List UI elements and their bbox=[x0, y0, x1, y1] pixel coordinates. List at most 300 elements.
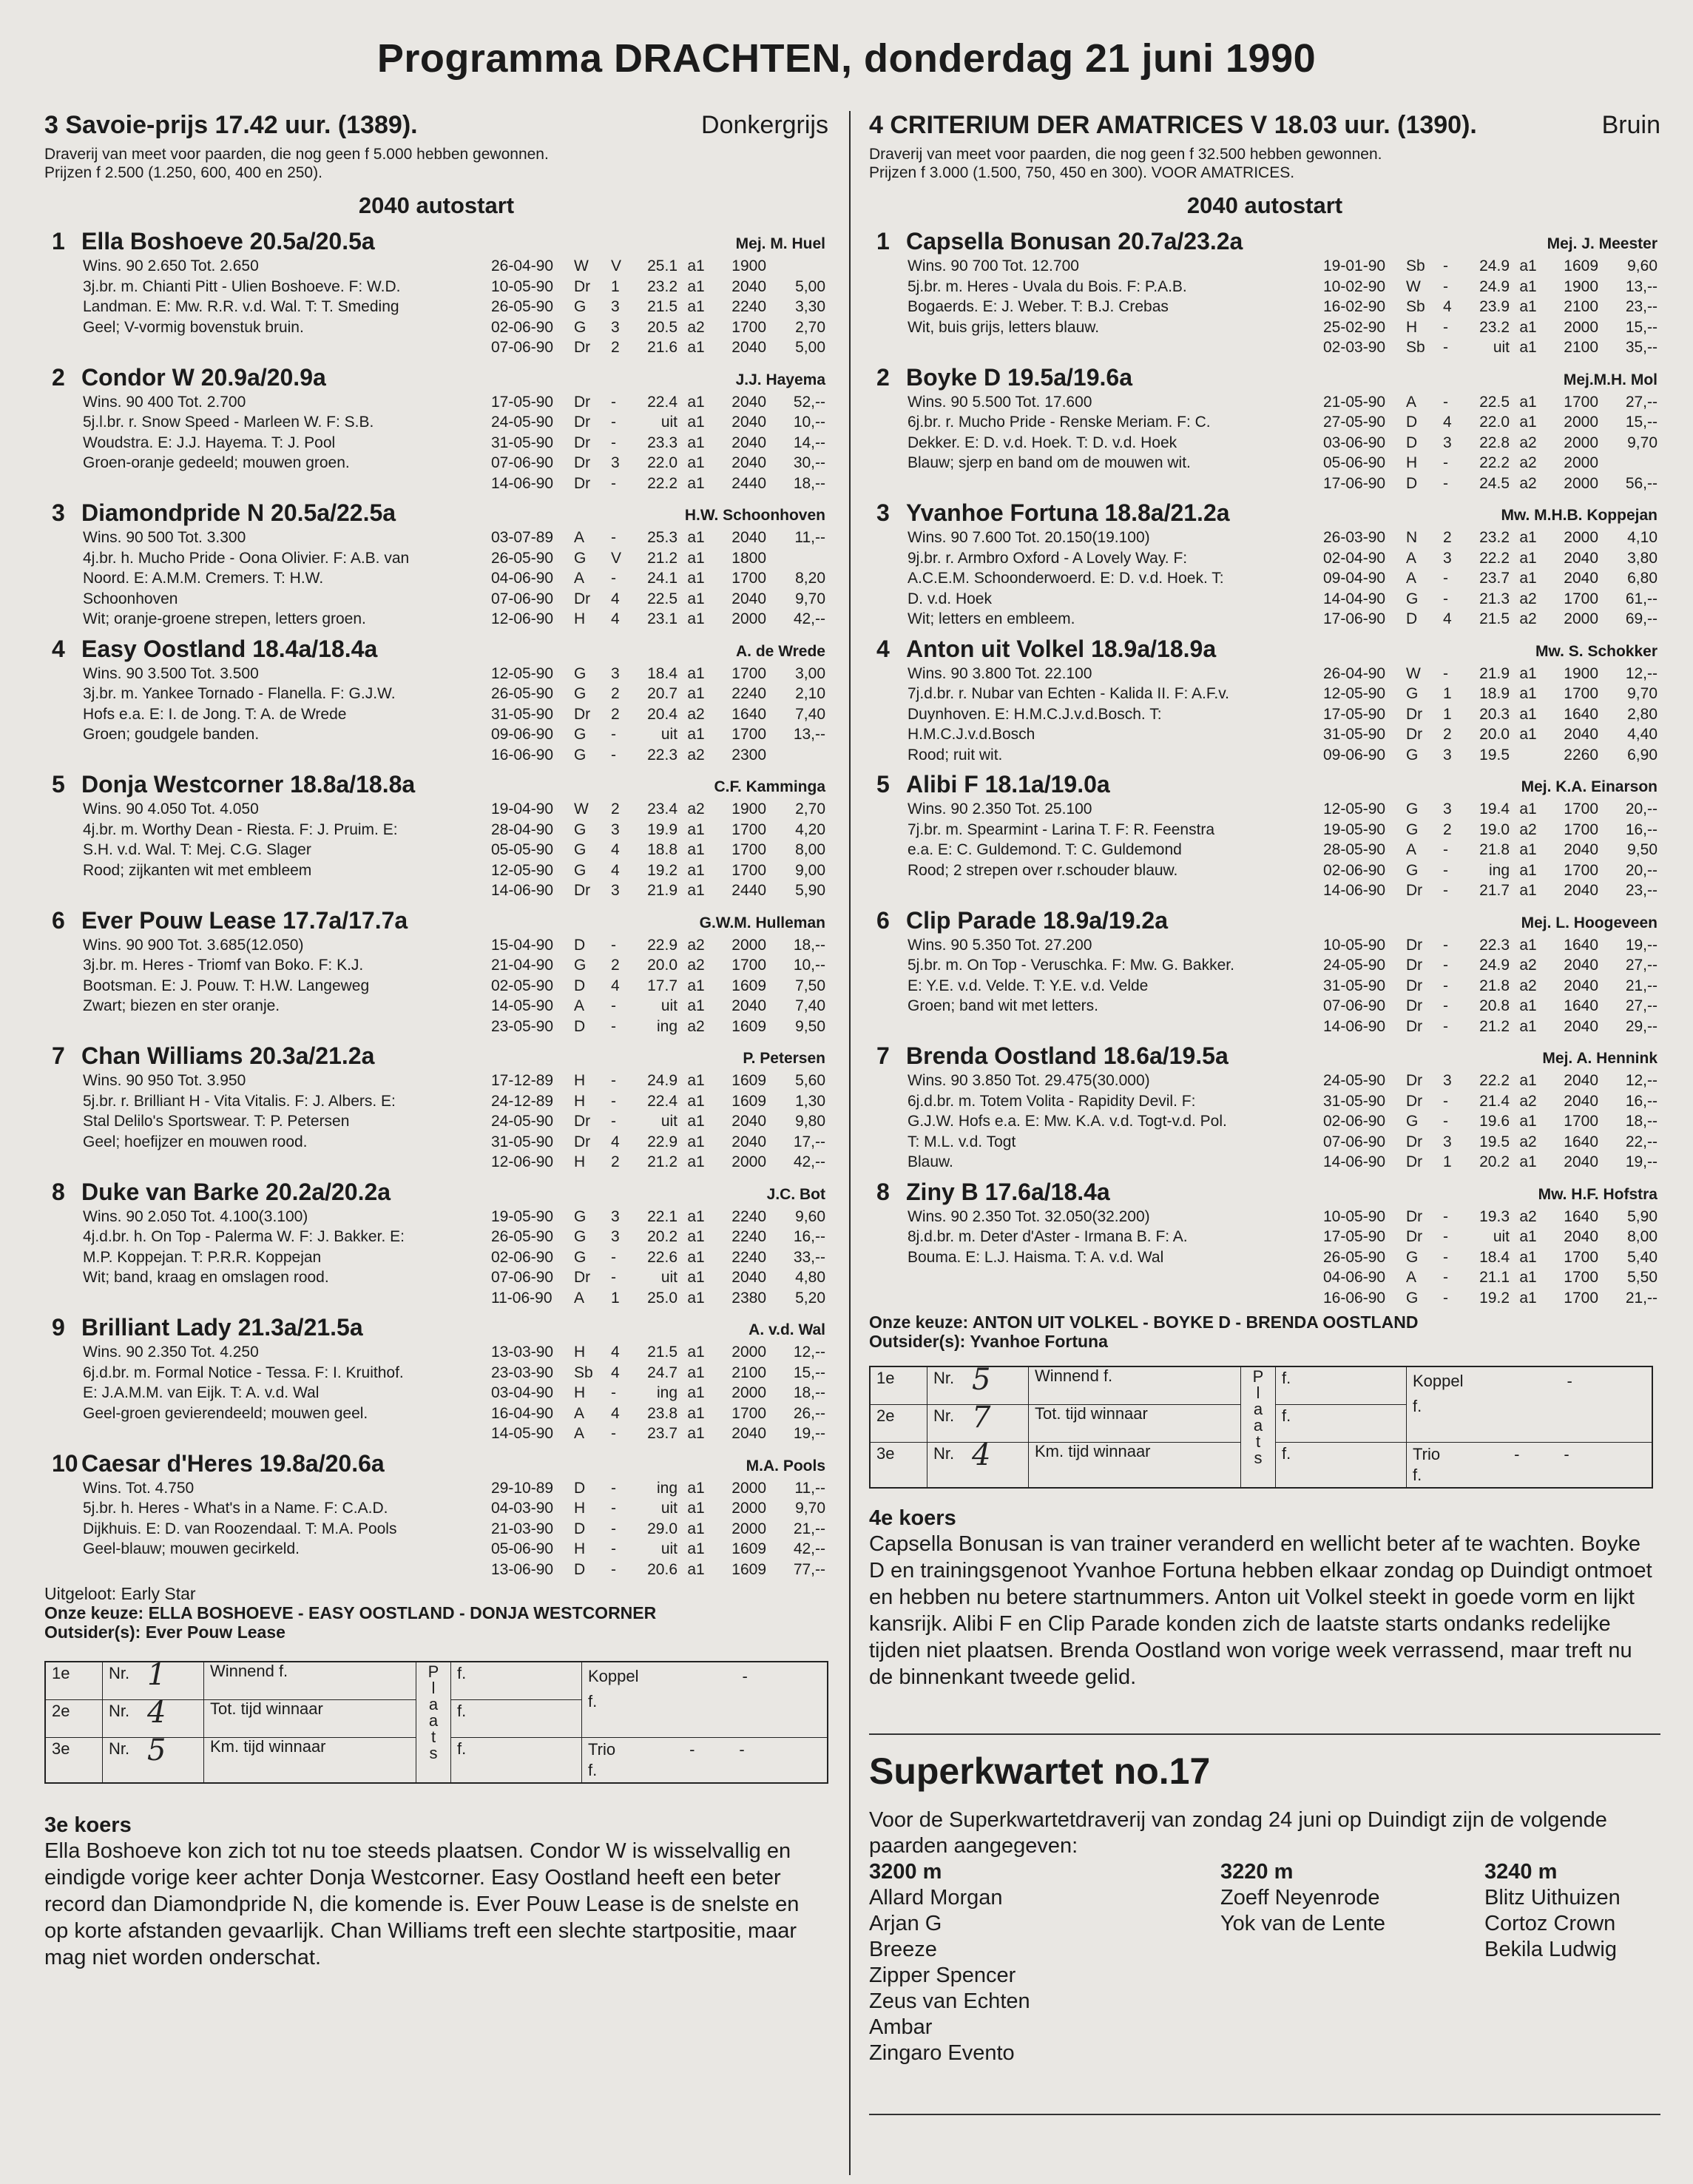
result-position: - bbox=[1443, 841, 1448, 858]
result-time: 23.7 bbox=[1479, 570, 1510, 587]
horse-info-line: Wins. 90 500 Tot. 3.300 bbox=[83, 529, 246, 546]
result-date: 17-05-90 bbox=[1323, 705, 1386, 723]
result-class: a1 bbox=[687, 1248, 705, 1266]
result-position: - bbox=[1443, 957, 1448, 974]
result-class: a1 bbox=[1519, 882, 1537, 899]
result-track: H bbox=[1406, 318, 1418, 336]
result-odds: 18,-- bbox=[793, 936, 825, 954]
result-date: 26-05-90 bbox=[491, 298, 554, 315]
result-time: 21.1 bbox=[1479, 1269, 1510, 1286]
result-distance: 1700 bbox=[1564, 393, 1598, 411]
result-date: 14-06-90 bbox=[1323, 1153, 1386, 1170]
horse-name: Brenda Oostland 18.6a/19.5a bbox=[906, 1042, 1229, 1069]
result-class: a1 bbox=[687, 1092, 705, 1110]
handwritten-number: 4 bbox=[972, 1438, 991, 1472]
result-date: 31-05-90 bbox=[491, 1133, 554, 1150]
result-class: a1 bbox=[687, 977, 705, 994]
result-class: a1 bbox=[1519, 529, 1537, 546]
result-class: a2 bbox=[1519, 590, 1537, 607]
result-class: a2 bbox=[687, 936, 705, 954]
result-row bbox=[1323, 745, 1657, 766]
result-time: 22.2 bbox=[1479, 454, 1510, 471]
result-class: a2 bbox=[687, 801, 705, 818]
result-class: a1 bbox=[687, 1479, 705, 1497]
horse-info-line: Dekker. E: D. v.d. Hoek. T: D. v.d. Hoek bbox=[908, 434, 1177, 451]
result-track: Dr bbox=[1406, 977, 1423, 994]
result-class: a1 bbox=[687, 726, 705, 743]
koppel-dash: - bbox=[742, 1667, 748, 1685]
result-date: 07-06-90 bbox=[1323, 997, 1386, 1014]
plaats-label bbox=[416, 1662, 451, 1783]
plaats-letter: a bbox=[1253, 1416, 1263, 1435]
result-track: G bbox=[1406, 746, 1419, 764]
result-date: 14-06-90 bbox=[1323, 1017, 1386, 1035]
result-track: G bbox=[1406, 685, 1419, 702]
horse-info-line: Wins. 90 3.800 Tot. 22.100 bbox=[908, 664, 1092, 682]
result-date: 14-04-90 bbox=[1323, 590, 1386, 607]
result-date: 10-05-90 bbox=[1323, 1207, 1386, 1225]
result-track: Dr bbox=[1406, 936, 1423, 954]
horse-info-line: 9j.br. r. Armbro Oxford - A Lovely Way. F: bbox=[908, 549, 1188, 567]
result-row bbox=[491, 412, 825, 433]
result-distance: 1700 bbox=[1564, 801, 1598, 818]
horse-entry bbox=[869, 1177, 1660, 1309]
result-position: 3 bbox=[1443, 1072, 1452, 1089]
result-date: 17-06-90 bbox=[1323, 610, 1386, 627]
result-date: 12-05-90 bbox=[1323, 685, 1386, 702]
result-date: 11-06-90 bbox=[491, 1289, 552, 1307]
result-odds: 3,00 bbox=[795, 664, 825, 682]
result-distance: 2000 bbox=[731, 610, 766, 627]
handwritten-number: 5 bbox=[972, 1363, 991, 1397]
result-row bbox=[1323, 277, 1657, 297]
result-row bbox=[491, 1560, 825, 1580]
result-row bbox=[491, 1132, 825, 1153]
result-date: 27-05-90 bbox=[1323, 414, 1386, 431]
result-time: 21.7 bbox=[1479, 882, 1510, 899]
superkwartet-group bbox=[1484, 1859, 1621, 1963]
result-date: 24-05-90 bbox=[1323, 957, 1386, 974]
result-row bbox=[491, 1403, 825, 1424]
result-time: ing bbox=[656, 1479, 677, 1497]
result-class bbox=[1510, 745, 1547, 766]
result-position: - bbox=[611, 1017, 616, 1035]
result-row bbox=[491, 433, 825, 454]
result-time: uit bbox=[660, 1269, 677, 1286]
result-time: 21.5 bbox=[647, 298, 677, 315]
horse-info-line: E: Y.E. v.d. Velde. T: Y.E. v.d. Velde bbox=[908, 977, 1149, 994]
recent-results bbox=[1323, 392, 1657, 494]
result-class: a1 bbox=[687, 529, 705, 546]
result-distance: 2440 bbox=[731, 474, 766, 492]
result-time: 21.3 bbox=[1479, 590, 1510, 607]
result-date: 02-06-90 bbox=[1323, 1113, 1386, 1130]
horse-name: Ever Pouw Lease 17.7a/17.7a bbox=[81, 906, 408, 934]
result-date: 31-05-90 bbox=[491, 434, 554, 451]
result-class: a1 bbox=[1519, 1228, 1537, 1245]
result-row bbox=[1323, 568, 1657, 589]
horse-info-line: Blauw. bbox=[908, 1153, 953, 1170]
result-distance: 2300 bbox=[731, 746, 766, 764]
result-track: A bbox=[1406, 1269, 1417, 1286]
nr-cell bbox=[103, 1733, 204, 1784]
result-distance: 2000 bbox=[731, 936, 766, 954]
horse-number: 2 bbox=[876, 363, 890, 391]
result-class: a1 bbox=[1519, 705, 1537, 723]
result-position: 3 bbox=[1443, 434, 1452, 451]
result-row bbox=[491, 1152, 825, 1173]
result-time: 20.0 bbox=[1479, 726, 1510, 743]
result-distance: 2240 bbox=[731, 1228, 766, 1245]
result-time: 22.6 bbox=[647, 1248, 677, 1266]
result-track: G bbox=[1406, 1113, 1419, 1130]
result-row bbox=[491, 1423, 825, 1444]
result-distance: 2240 bbox=[731, 1207, 766, 1225]
horse-info-line: 7j.br. m. Spearmint - Larina T. F: R. Feenstra bbox=[908, 820, 1215, 838]
result-track: Dr bbox=[574, 1133, 591, 1150]
result-distance: 1609 bbox=[731, 977, 766, 994]
horse-entry bbox=[44, 769, 828, 901]
horse-name: Caesar d'Heres 19.8a/20.6a bbox=[81, 1449, 385, 1477]
result-distance: 1700 bbox=[731, 664, 766, 682]
superkwartet-horse: Bekila Ludwig bbox=[1484, 1938, 1617, 1961]
result-position: 2 bbox=[611, 685, 620, 702]
horse-header bbox=[869, 226, 1660, 256]
result-track: G bbox=[574, 841, 587, 858]
result-track: Dr bbox=[1406, 1207, 1423, 1225]
result-position: - bbox=[611, 1248, 616, 1266]
result-date: 07-06-90 bbox=[1323, 1133, 1386, 1150]
result-time: 20.5 bbox=[647, 318, 677, 336]
horse-number: 8 bbox=[876, 1178, 890, 1205]
result-distance: 1700 bbox=[1564, 1248, 1598, 1266]
horse-driver: Mej. L. Hoogeveen bbox=[1521, 914, 1657, 931]
result-position: 4 bbox=[611, 977, 620, 994]
result-row bbox=[1323, 996, 1657, 1017]
horse-name: Donja Westcorner 18.8a/18.8a bbox=[81, 771, 416, 798]
result-date: 19-05-90 bbox=[1323, 820, 1386, 838]
horse-details bbox=[869, 1207, 1660, 1309]
result-distance: 2040 bbox=[731, 1269, 766, 1286]
result-track: G bbox=[1406, 861, 1419, 879]
result-class: a1 bbox=[687, 1207, 705, 1225]
result-odds: 14,-- bbox=[793, 434, 825, 451]
horse-header bbox=[869, 363, 1660, 392]
result-track: A bbox=[1406, 570, 1417, 587]
result-odds: 8,00 bbox=[1627, 1228, 1657, 1245]
result-odds: 4,40 bbox=[1627, 726, 1657, 743]
result-track: G bbox=[574, 726, 587, 743]
horse-header bbox=[44, 226, 828, 256]
result-class: a2 bbox=[687, 318, 705, 336]
result-distance: 2000 bbox=[1564, 474, 1598, 492]
result-row bbox=[1323, 473, 1657, 494]
result-date: 31-05-90 bbox=[1323, 726, 1386, 743]
result-class: a1 bbox=[687, 414, 705, 431]
section-rule bbox=[869, 2114, 1660, 2115]
result-row bbox=[491, 704, 825, 725]
result-row bbox=[1323, 1267, 1657, 1288]
horse-details bbox=[869, 528, 1660, 630]
result-time: uit bbox=[1493, 339, 1510, 356]
horse-header bbox=[869, 1177, 1660, 1207]
result-track: Sb bbox=[1406, 257, 1425, 274]
result-odds: 9,50 bbox=[1627, 841, 1657, 858]
horse-header bbox=[869, 498, 1660, 528]
nr-label: Nr. bbox=[933, 1406, 955, 1425]
result-row bbox=[491, 256, 825, 277]
horse-info-line: Wins. 90 5.350 Tot. 27.200 bbox=[908, 936, 1092, 954]
result-time: 24.9 bbox=[1479, 277, 1510, 295]
form-field-label: Km. tijd winnaar bbox=[1029, 1443, 1241, 1489]
comment-title: 3e koers bbox=[44, 1813, 132, 1837]
result-class: a1 bbox=[1519, 936, 1537, 954]
plaats-amount: f. bbox=[1276, 1443, 1407, 1489]
horse-header bbox=[44, 1041, 828, 1071]
result-time: 22.0 bbox=[1479, 414, 1510, 431]
result-track: Dr bbox=[574, 393, 591, 411]
result-odds: 12,-- bbox=[793, 1344, 825, 1361]
horse-info-line: T: M.L. v.d. Togt bbox=[908, 1133, 1016, 1150]
horse-info-line: Rood; 2 strepen over r.schouder blauw. bbox=[908, 861, 1178, 879]
result-date: 16-06-90 bbox=[491, 746, 554, 764]
result-track: H bbox=[574, 1072, 586, 1089]
nr-label: Nr. bbox=[109, 1702, 130, 1720]
result-row bbox=[1323, 684, 1657, 704]
horse-info-line: Rood; zijkanten wit met embleem bbox=[83, 861, 312, 879]
result-track: A bbox=[574, 529, 585, 546]
result-time: 19.3 bbox=[1479, 1207, 1510, 1225]
horse-header bbox=[44, 769, 828, 799]
result-position: 4 bbox=[611, 1133, 620, 1150]
nr-cell bbox=[927, 1363, 1029, 1405]
result-time: 23.9 bbox=[1479, 298, 1510, 315]
result-time: 22.0 bbox=[647, 454, 677, 471]
horse-header bbox=[869, 634, 1660, 664]
result-row bbox=[491, 1091, 825, 1112]
result-class: a1 bbox=[687, 298, 705, 315]
result-distance: 1700 bbox=[1564, 685, 1598, 702]
result-time: 21.4 bbox=[1479, 1092, 1510, 1110]
result-track: G bbox=[574, 664, 587, 682]
result-distance: 1900 bbox=[731, 801, 766, 818]
result-row bbox=[1323, 1111, 1657, 1132]
result-class: a1 bbox=[1519, 841, 1537, 858]
result-odds: 5,90 bbox=[795, 882, 825, 899]
koppel-cell bbox=[582, 1662, 828, 1738]
result-date: 17-05-90 bbox=[1323, 1228, 1386, 1245]
trio-label bbox=[588, 1739, 821, 1760]
result-distance: 2000 bbox=[731, 1153, 766, 1170]
result-position: 4 bbox=[1443, 298, 1452, 315]
result-track: Dr bbox=[1406, 957, 1423, 974]
result-time: 18.4 bbox=[1479, 1248, 1510, 1266]
horse-number: 7 bbox=[52, 1042, 65, 1069]
result-form-row bbox=[870, 1366, 1652, 1405]
horse-details bbox=[869, 799, 1660, 901]
result-row bbox=[1323, 1071, 1657, 1091]
result-time: 21.8 bbox=[1479, 841, 1510, 858]
result-time: uit bbox=[660, 997, 677, 1014]
result-time: 19.2 bbox=[647, 861, 677, 879]
result-row bbox=[491, 317, 825, 338]
race-start-type: 2040 autostart bbox=[1186, 192, 1343, 218]
result-date: 13-03-90 bbox=[491, 1344, 554, 1361]
result-class: a1 bbox=[687, 393, 705, 411]
result-distance: 2000 bbox=[1564, 454, 1598, 471]
horse-info-line: 6j.d.br. m. Totem Volita - Rapidity Devil. F: bbox=[908, 1092, 1196, 1110]
result-track: Dr bbox=[1406, 1017, 1423, 1035]
koppel-amount: f. bbox=[588, 1692, 598, 1711]
section-rule bbox=[869, 1733, 1660, 1735]
result-class: a1 bbox=[1519, 339, 1537, 356]
horse-info-line: Rood; ruit wit. bbox=[908, 746, 1003, 764]
result-odds: 21,-- bbox=[1625, 1289, 1657, 1307]
result-position: - bbox=[611, 393, 616, 411]
trio-cell bbox=[582, 1738, 828, 1784]
horse-driver: H.W. Schoonhoven bbox=[684, 507, 825, 524]
horse-info-line: Stal Delilo's Sportswear. T: P. Petersen bbox=[83, 1113, 350, 1130]
result-row bbox=[1323, 589, 1657, 610]
result-position: - bbox=[611, 1520, 616, 1537]
horse-info-line: Duynhoven. E: H.M.C.J.v.d.Bosch. T: bbox=[908, 705, 1162, 723]
horse-info-line: 7j.d.br. r. Nubar van Echten - Kalida II. F: A.F.v. bbox=[908, 685, 1229, 702]
result-row bbox=[1323, 1227, 1657, 1247]
trio-amount: f. bbox=[1413, 1466, 1422, 1484]
result-row bbox=[1323, 528, 1657, 548]
horse-info-line: Wins. 90 950 Tot. 3.950 bbox=[83, 1072, 246, 1089]
result-distance: 2040 bbox=[731, 590, 766, 607]
result-odds: 9,70 bbox=[795, 590, 825, 607]
result-date: 24-12-89 bbox=[491, 1092, 554, 1110]
result-track: A bbox=[574, 1425, 585, 1442]
result-date: 03-06-90 bbox=[1323, 434, 1386, 451]
horse-info-line: Wit; band, kraag en omslagen rood. bbox=[83, 1269, 329, 1286]
comment-text: Ella Boshoeve kon zich tot nu toe steeds plaatsen. Condor W is wisselvallig en eindigde vorige keer achter Donja Westcorner. Easy Oostland heeft een beter record dan Diamondpride N, die komende is. Ever Pouw Lease is de snelste en op korte afstanden gevaarlijk. Chan Williams treft een slechte startpositie, maar mag niet worden onderschat. bbox=[44, 1839, 800, 1969]
result-date: 23-05-90 bbox=[491, 1017, 554, 1035]
superkwartet-horse: Cortoz Crown bbox=[1484, 1912, 1616, 1935]
result-date: 12-06-90 bbox=[491, 610, 554, 627]
horse-driver: J.J. Hayema bbox=[735, 371, 825, 388]
recent-results bbox=[1323, 528, 1657, 630]
result-row bbox=[1323, 799, 1657, 820]
result-time: 22.3 bbox=[647, 746, 677, 764]
horse-number: 3 bbox=[876, 499, 890, 526]
result-distance: 2380 bbox=[731, 1289, 766, 1307]
result-odds: 18,-- bbox=[793, 1384, 825, 1401]
horse-details bbox=[44, 664, 828, 766]
result-row bbox=[1323, 412, 1657, 433]
result-odds: 15,-- bbox=[793, 1364, 825, 1381]
form-field-label: Winnend f. bbox=[204, 1662, 416, 1700]
result-distance: 1700 bbox=[1564, 590, 1598, 607]
result-distance: 1640 bbox=[1564, 705, 1598, 723]
result-position: - bbox=[611, 1072, 616, 1089]
result-position: - bbox=[611, 1479, 616, 1497]
horse-entry bbox=[44, 1449, 828, 1580]
result-track: H bbox=[574, 610, 586, 627]
result-odds: 26,-- bbox=[793, 1404, 825, 1422]
horse-entry bbox=[44, 226, 828, 358]
result-time: 20.7 bbox=[647, 685, 677, 702]
horse-info-line: Groen; band wit met letters. bbox=[908, 997, 1098, 1014]
result-odds: 18,-- bbox=[1625, 1113, 1657, 1130]
result-track: Sb bbox=[574, 1364, 593, 1381]
result-date: 26-04-90 bbox=[1323, 664, 1386, 682]
result-class: a1 bbox=[687, 1384, 705, 1401]
result-position: V bbox=[611, 549, 622, 567]
result-class: a1 bbox=[1519, 414, 1537, 431]
horse-info-line: 5j.br. r. Brilliant H - Vita Vitalis. F: J. Albers. E: bbox=[83, 1092, 396, 1110]
footer-line: Onze keuze: ANTON UIT VOLKEL - BOYKE D - BRENDA OOSTLAND bbox=[869, 1312, 1419, 1332]
result-time: 29.0 bbox=[647, 1520, 677, 1537]
result-odds: 69,-- bbox=[1625, 610, 1657, 627]
result-date: 31-05-90 bbox=[1323, 977, 1386, 994]
result-row bbox=[491, 1071, 825, 1091]
result-position: 4 bbox=[611, 610, 620, 627]
plaats-letter: a bbox=[428, 1695, 439, 1713]
result-position: 3 bbox=[611, 820, 620, 838]
result-row bbox=[491, 1539, 825, 1560]
result-position: 2 bbox=[1443, 726, 1452, 743]
result-odds: 23,-- bbox=[1625, 298, 1657, 315]
horse-number: 4 bbox=[876, 635, 890, 662]
horse-info-line: Wit; letters en embleem. bbox=[908, 610, 1075, 627]
plaats-letter: l bbox=[1256, 1383, 1260, 1402]
horse-driver: Mw. S. Schokker bbox=[1535, 642, 1657, 660]
superkwartet-horse: Breeze bbox=[869, 1938, 937, 1961]
horse-info-line: Geel-blauw; mouwen gecirkeld. bbox=[83, 1540, 300, 1557]
result-time: 21.2 bbox=[647, 549, 677, 567]
horse-entry bbox=[44, 634, 828, 766]
result-position: - bbox=[1443, 474, 1448, 492]
result-time: 19.0 bbox=[1479, 820, 1510, 838]
result-odds: 52,-- bbox=[793, 393, 825, 411]
result-distance: 2040 bbox=[1564, 1228, 1598, 1245]
horse-info-line: 4j.br. m. Worthy Dean - Riesta. F: J. Pruim. E: bbox=[83, 820, 398, 838]
plaats-letter: l bbox=[431, 1679, 436, 1697]
trio-text: Trio bbox=[1413, 1445, 1441, 1463]
result-date: 05-06-90 bbox=[1323, 454, 1386, 471]
handwritten-number: 7 bbox=[972, 1401, 991, 1435]
result-date: 14-05-90 bbox=[491, 1425, 554, 1442]
result-class: a1 bbox=[687, 1269, 705, 1286]
result-position: - bbox=[1443, 339, 1448, 356]
race-conditions: Prijzen f 3.000 (1.500, 750, 450 en 300). VOOR AMATRICES. bbox=[869, 164, 1295, 181]
result-position: - bbox=[1443, 1207, 1448, 1225]
result-row bbox=[491, 1478, 825, 1499]
result-row bbox=[491, 840, 825, 860]
result-track: H bbox=[1406, 454, 1418, 471]
result-track: A bbox=[574, 1289, 585, 1307]
horse-info-line: 3j.br. m. Heres - Triomf van Boko. F: K.J. bbox=[83, 957, 364, 974]
horse-number: 6 bbox=[52, 906, 65, 934]
horse-info-line: Wins. 90 4.050 Tot. 4.050 bbox=[83, 801, 259, 818]
result-row bbox=[491, 1342, 825, 1363]
horse-info-line: Woudstra. E: J.J. Hayema. T: J. Pool bbox=[83, 434, 336, 451]
result-odds: 7,40 bbox=[795, 705, 825, 723]
recent-results bbox=[491, 256, 825, 358]
result-time: 23.2 bbox=[1479, 318, 1510, 336]
result-time: ing bbox=[1488, 861, 1510, 879]
result-distance: 2000 bbox=[1564, 529, 1598, 546]
result-track: D bbox=[1406, 474, 1418, 492]
result-track: W bbox=[574, 801, 589, 818]
result-position: - bbox=[611, 474, 616, 492]
result-odds: 20,-- bbox=[1625, 861, 1657, 879]
result-odds: 42,-- bbox=[793, 1153, 825, 1170]
result-odds: 13,-- bbox=[1625, 277, 1657, 295]
